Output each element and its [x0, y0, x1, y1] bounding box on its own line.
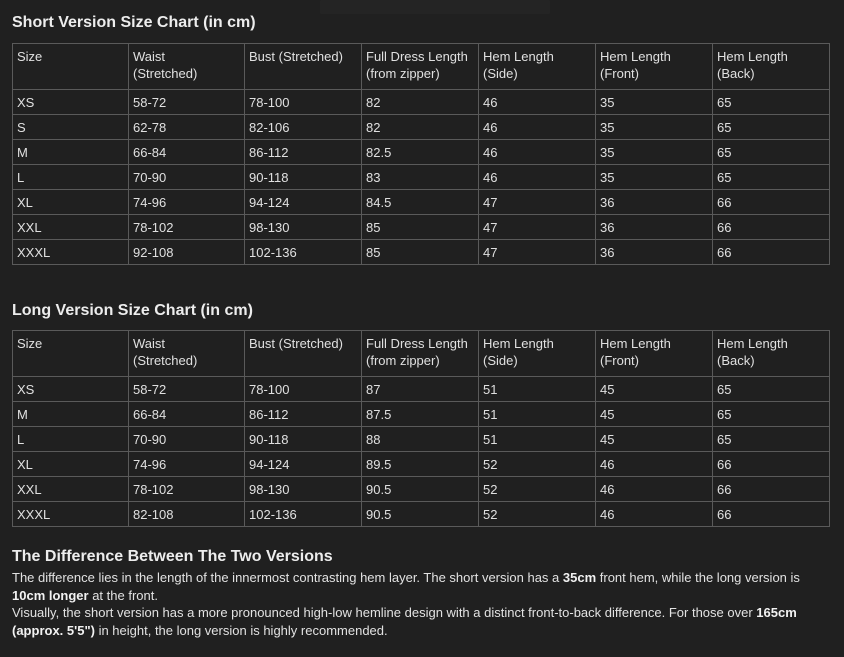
difference-paragraph-1: The difference lies in the length of the innermost contrasting hem layer. The short version has a 35cm front hem, while the long version is 10cm longer at the front. [12, 570, 800, 603]
table-cell: 82 [362, 115, 479, 140]
table-cell: 90.5 [362, 502, 479, 527]
column-header: Bust (Stretched) [245, 331, 362, 377]
table-cell: 74-96 [129, 452, 245, 477]
table-cell: 46 [479, 165, 596, 190]
table-cell: 70-90 [129, 165, 245, 190]
column-header: Full Dress Length (from zipper) [362, 44, 479, 90]
size-cell: XS [13, 90, 129, 115]
table-cell: 102-136 [245, 502, 362, 527]
table-row [13, 215, 830, 240]
table-row [13, 427, 830, 452]
long-size-table [12, 330, 830, 527]
column-header: Full Dress Length (from zipper) [362, 331, 479, 377]
table-cell: 45 [596, 427, 713, 452]
table-cell: 51 [479, 427, 596, 452]
table-cell: 65 [713, 377, 830, 402]
table-cell: 46 [596, 502, 713, 527]
column-header: Waist (Stretched) [129, 44, 245, 90]
table-cell: 90.5 [362, 477, 479, 502]
table-cell: 88 [362, 427, 479, 452]
table-cell: 90-118 [245, 165, 362, 190]
table-cell: 87 [362, 377, 479, 402]
table-cell: 86-112 [245, 140, 362, 165]
table-cell: 65 [713, 402, 830, 427]
table-cell: 82.5 [362, 140, 479, 165]
table-cell: 82 [362, 90, 479, 115]
table-cell: 82-106 [245, 115, 362, 140]
table-cell: 66-84 [129, 402, 245, 427]
size-cell: XL [13, 190, 129, 215]
table-cell: 47 [479, 240, 596, 265]
table-cell: 85 [362, 240, 479, 265]
table-cell: 87.5 [362, 402, 479, 427]
table-cell: 78-102 [129, 215, 245, 240]
table-cell: 35 [596, 165, 713, 190]
table-cell: 46 [596, 477, 713, 502]
column-header: Size [13, 331, 129, 377]
size-cell: XXXL [13, 240, 129, 265]
table-cell: 94-124 [245, 452, 362, 477]
short-chart-title: Short Version Size Chart (in cm) [12, 14, 256, 31]
table-cell: 85 [362, 215, 479, 240]
table-cell: 74-96 [129, 190, 245, 215]
table-cell: 65 [713, 90, 830, 115]
size-cell: S [13, 115, 129, 140]
table-cell: 45 [596, 377, 713, 402]
table-cell: 102-136 [245, 240, 362, 265]
table-cell: 83 [362, 165, 479, 190]
size-cell: M [13, 402, 129, 427]
difference-description [12, 569, 832, 639]
table-cell: 46 [479, 90, 596, 115]
table-cell: 90-118 [245, 427, 362, 452]
table-cell: 70-90 [129, 427, 245, 452]
table-row [13, 402, 830, 427]
size-cell: XXXL [13, 502, 129, 527]
table-cell: 65 [713, 115, 830, 140]
table-cell: 36 [596, 215, 713, 240]
table-cell: 66-84 [129, 140, 245, 165]
long-chart-title: Long Version Size Chart (in cm) [12, 302, 253, 319]
difference-title: The Difference Between The Two Versions [12, 548, 333, 565]
column-header: Size [13, 44, 129, 90]
table-cell: 78-100 [245, 90, 362, 115]
column-header: Hem Length (Side) [479, 44, 596, 90]
table-cell: 66 [713, 215, 830, 240]
table-cell: 46 [479, 115, 596, 140]
difference-paragraph-2: Visually, the short version has a more pronounced high-low hemline design with a distinct front-to-back difference. For those over 165cm (approx. 5'5") in height, the long version is highly recommended. [12, 605, 797, 638]
table-cell: 45 [596, 402, 713, 427]
table-cell: 47 [479, 190, 596, 215]
column-header: Waist (Stretched) [129, 331, 245, 377]
table-row [13, 502, 830, 527]
table-cell: 46 [596, 452, 713, 477]
size-cell: L [13, 427, 129, 452]
table-row [13, 140, 830, 165]
column-header: Hem Length (Front) [596, 331, 713, 377]
table-cell: 47 [479, 215, 596, 240]
column-header: Hem Length (Side) [479, 331, 596, 377]
table-cell: 78-102 [129, 477, 245, 502]
column-header: Hem Length (Front) [596, 44, 713, 90]
table-cell: 52 [479, 477, 596, 502]
table-cell: 89.5 [362, 452, 479, 477]
table-cell: 51 [479, 402, 596, 427]
table-cell: 58-72 [129, 90, 245, 115]
table-cell: 52 [479, 452, 596, 477]
column-header: Hem Length (Back) [713, 44, 830, 90]
table-cell: 66 [713, 452, 830, 477]
size-cell: XXL [13, 215, 129, 240]
table-cell: 36 [596, 190, 713, 215]
table-cell: 66 [713, 240, 830, 265]
table-row [13, 115, 830, 140]
table-row [13, 240, 830, 265]
table-cell: 82-108 [129, 502, 245, 527]
column-header: Bust (Stretched) [245, 44, 362, 90]
table-cell: 35 [596, 90, 713, 115]
table-header-row [13, 44, 830, 90]
table-cell: 62-78 [129, 115, 245, 140]
table-row [13, 377, 830, 402]
table-cell: 92-108 [129, 240, 245, 265]
table-cell: 52 [479, 502, 596, 527]
table-cell: 36 [596, 240, 713, 265]
table-row [13, 477, 830, 502]
size-cell: L [13, 165, 129, 190]
table-row [13, 165, 830, 190]
blurred-header-fragment [320, 0, 550, 14]
table-cell: 65 [713, 427, 830, 452]
table-cell: 58-72 [129, 377, 245, 402]
table-row [13, 90, 830, 115]
table-cell: 66 [713, 190, 830, 215]
table-header-row [13, 331, 830, 377]
column-header: Hem Length (Back) [713, 331, 830, 377]
table-cell: 84.5 [362, 190, 479, 215]
table-row [13, 452, 830, 477]
table-cell: 98-130 [245, 477, 362, 502]
table-cell: 78-100 [245, 377, 362, 402]
table-cell: 94-124 [245, 190, 362, 215]
table-cell: 86-112 [245, 402, 362, 427]
table-cell: 35 [596, 115, 713, 140]
table-cell: 65 [713, 140, 830, 165]
table-cell: 35 [596, 140, 713, 165]
short-size-table [12, 43, 830, 265]
table-cell: 51 [479, 377, 596, 402]
table-cell: 65 [713, 165, 830, 190]
table-cell: 98-130 [245, 215, 362, 240]
table-row [13, 190, 830, 215]
table-cell: 66 [713, 477, 830, 502]
size-cell: XL [13, 452, 129, 477]
size-cell: XXL [13, 477, 129, 502]
size-cell: XS [13, 377, 129, 402]
size-cell: M [13, 140, 129, 165]
table-cell: 66 [713, 502, 830, 527]
table-cell: 46 [479, 140, 596, 165]
